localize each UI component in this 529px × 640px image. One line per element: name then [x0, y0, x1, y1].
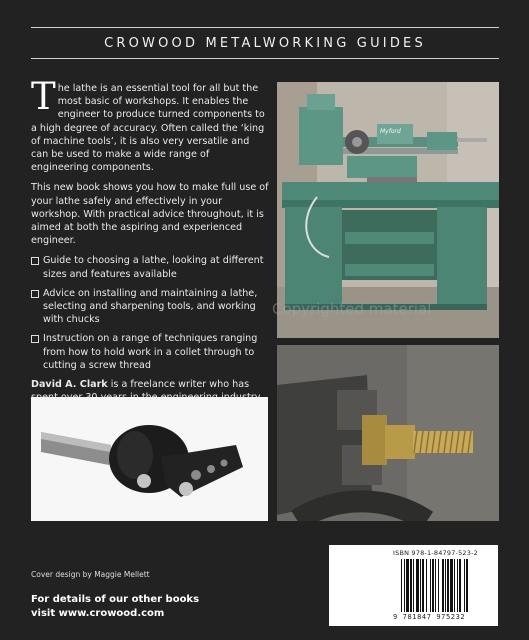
tool-photo: [31, 397, 268, 521]
checkbox-bullet-icon: [31, 290, 39, 298]
details-link[interactable]: visit www.crowood.com: [31, 608, 165, 619]
drop-cap: T: [31, 75, 56, 118]
threaded-part-image: [277, 345, 499, 521]
watermark: Copyrighted material: [272, 300, 432, 318]
lathe-brand-label: Myford: [380, 128, 401, 135]
barcode-icon: [401, 559, 493, 612]
checkbox-bullet-icon: [31, 335, 39, 343]
top-rule: [31, 27, 499, 28]
description-paragraph: This new book shows you how to make full use of your lathe safely and effectively in your workshop. With practical advice throughout, it is aimed at both the aspiring and experienced engineer.: [31, 182, 269, 247]
details-line-1: For details of our other books: [31, 594, 200, 605]
cover-credit: Cover design by Maggie Mellett: [31, 570, 150, 579]
barcode-digits: 9 781847 975232: [393, 613, 466, 621]
intro-paragraph: The lathe is an essential tool for all but the most basic of workshops. It enables the engineer to produce turned components to a high degree of accuracy. Often called the ‘king of machine tools’, it is also very versatile and can be used to make a wide range of engineering components.: [31, 75, 265, 174]
details-text: [31, 593, 199, 621]
bottom-rule: [31, 58, 499, 59]
isbn-label: ISBN 978-1-84797-523-2: [393, 549, 478, 557]
thread-photo: [277, 345, 499, 521]
author-bio: David A. Clark is a freelance writer who has: [31, 378, 269, 470]
bullet-item: Advice on installing and maintaining a lathe, selecting and sharpening tools, and working with chucks: [31, 287, 269, 327]
bullet-item: Instruction on a range of techniques ranging from how to hold work in a collet through to cutting a screw thread: [31, 332, 269, 372]
tool-holder-image: [31, 397, 268, 521]
barcode-panel: [329, 545, 498, 626]
author-name: David A. Clark: [31, 379, 108, 391]
bullet-item: Guide to choosing a lathe, looking at different sizes and features available: [31, 254, 269, 280]
checkbox-bullet-icon: [31, 257, 39, 265]
series-title: CROWOOD METALWORKING GUIDES: [104, 36, 426, 51]
